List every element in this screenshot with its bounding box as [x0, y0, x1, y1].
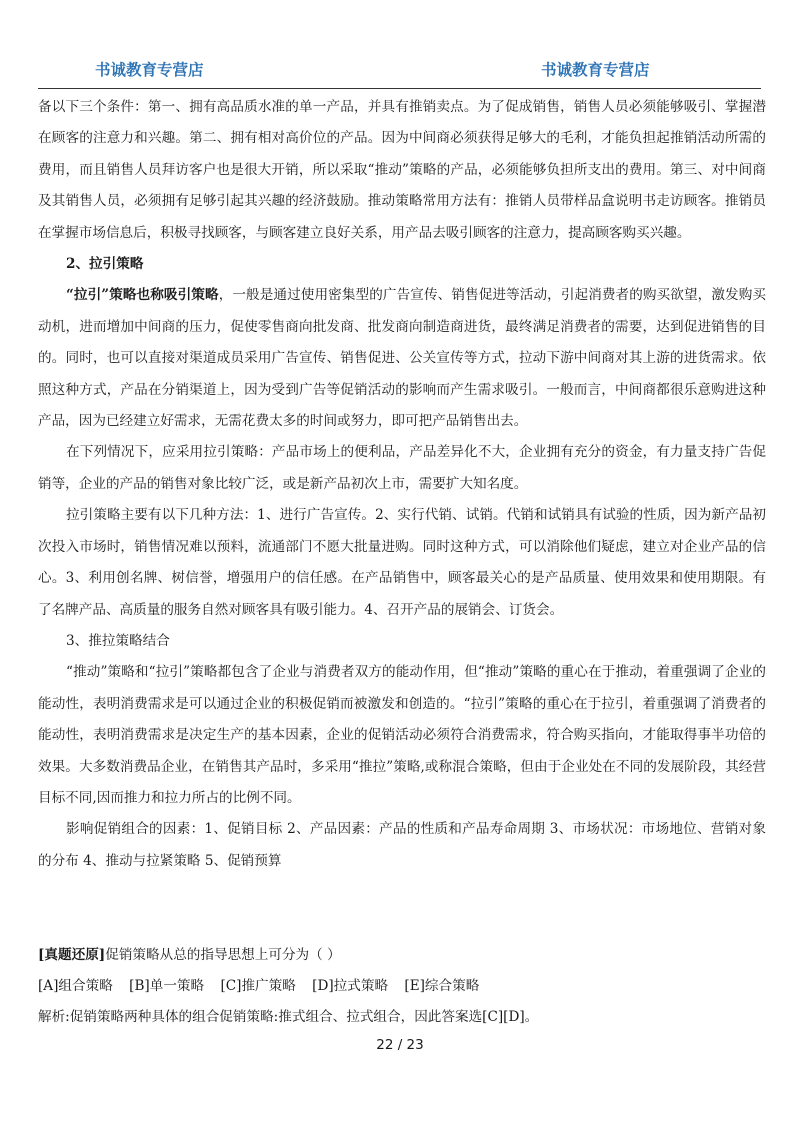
exam-question	[38, 940, 766, 1033]
question-analysis: 解析:促销策略两种具体的组合促销策略:推式组合、拉式组合，因此答案选[C][D]。	[38, 1009, 539, 1025]
header-divider	[38, 88, 761, 89]
heading-pull-strategy: 2、拉引策略	[66, 256, 144, 273]
paragraph-push-pull-combo: “推动”策略和“拉引”策略都包含了企业与消费者双方的能动作用，但“推动”策略的重心在于推动，着重强调了企业的能动性，表明消费需求是可以通过企业的积极促销而被激发和创造的。“拉引”策略的重心在于拉引，着重强调了消费者的能动性，表明消费需求是决定生产的基本因素，企业的促销活动必须符合消费需求，符合购买指向，才能取得事半功倍的效果。大多数消费品企业，在销售其产品时，多采用“推拉”策略,或称混合策略，但由于企业处在不同的发展阶段，其经营目标不同,因而推力和拉力所占的比例不同。	[38, 664, 766, 806]
paragraph-promo-factors: 影响促销组合的因素：1、促销目标 2、产品因素：产品的性质和产品寿命周期 3、市场状况：市场地位、营销对象的分布 4、推动与拉紧策略 5、促销预算	[38, 821, 766, 869]
header-left-title: 书诚教育专营店	[95, 61, 204, 79]
heading-push-pull-combo: 3、推拉策略结合	[66, 632, 170, 649]
question-stem: 促销策略从总的指导思想上可分为（ ）	[105, 947, 341, 963]
option-a: [A]组合策略	[38, 978, 113, 994]
option-b: [B]单一策略	[129, 978, 205, 994]
question-options	[38, 971, 766, 1002]
header-right-title: 书诚教育专营店	[541, 61, 650, 79]
question-stem-line	[38, 940, 766, 971]
paragraph-pull-methods: 拉引策略主要有以下几种方法：1、进行广告宣传。2、实行代销、试销。代销和试销具有试验的性质，因为新产品初次投入市场时，销售情况难以预料，流通部门不愿大批量进购。同时这种方式，可以消除他们疑虑，建立对企业产品的信心。3、利用创名牌、树信誉，增强用户的信任感。在产品销售中，顾客最关心的是产品质量、使用效果和使用期限。有了名牌产品、高质量的服务自然对顾客具有吸引能力。4、召开产品的展销会、订货会。	[38, 507, 766, 618]
paragraph-pull-conditions: 在下列情况下，应采用拉引策略：产品市场上的便利品，产品差异化不大，企业拥有充分的资金，有力量支持广告促销等，企业的产品的销售对象比较广泛，或是新产品初次上市，需要扩大知名度。	[38, 444, 766, 492]
option-c: [C]推广策略	[220, 978, 296, 994]
paragraph-pull-definition	[38, 280, 766, 437]
option-d: [D]拉式策略	[312, 978, 389, 994]
pull-definition-text: ，一般是通过使用密集型的广告宣传、销售促进等活动，引起消费者的购买欲望，激发购买动机，进而增加中间商的压力，促使零售商向批发商、批发商向制造商进货，最终满足消费者的需要，达到促进销售的目的。同时，也可以直接对渠道成员采用广告宣传、销售促进、公关宣传等方式，拉动下游中间商对其上游的进货需求。依照这种方式，产品在分销渠道上，因为受到广告等促销活动的影响而产生需求吸引。一般而言，中间商都很乐意购进这种产品，因为已经建立好需求，无需花费太多的时间或努力，即可把产品销售出去。	[38, 287, 767, 430]
paragraph-push-conditions: 备以下三个条件：第一、拥有高品质水准的单一产品，并具有推销卖点。为了促成销售，销售人员必须能够吸引、掌握潜在顾客的注意力和兴趣。第二、拥有相对高价位的产品。因为中间商必须获得足够大的毛利，才能负担起推销活动所需的费用，而且销售人员拜访客户也是很大开销，所以采取“推动”策略的产品，必须能够负担所支出的费用。第三、对中间商及其销售人员，必须拥有足够引起其兴趣的经济鼓励。推动策略常用方法有：推销人员带样品盒说明书走访顾客。推销员在掌握市场信息后，积极寻找顾客，与顾客建立良好关系，用产品去吸引顾客的注意力，提高顾客购买兴趣。	[38, 99, 766, 241]
page-body	[38, 92, 766, 877]
option-e: [E]综合策略	[404, 978, 480, 994]
question-tag: [真题还原]	[38, 947, 106, 963]
page-number: 22 / 23	[376, 1037, 424, 1053]
pull-definition-lead: “拉引”策略也称吸引策略	[66, 287, 219, 304]
